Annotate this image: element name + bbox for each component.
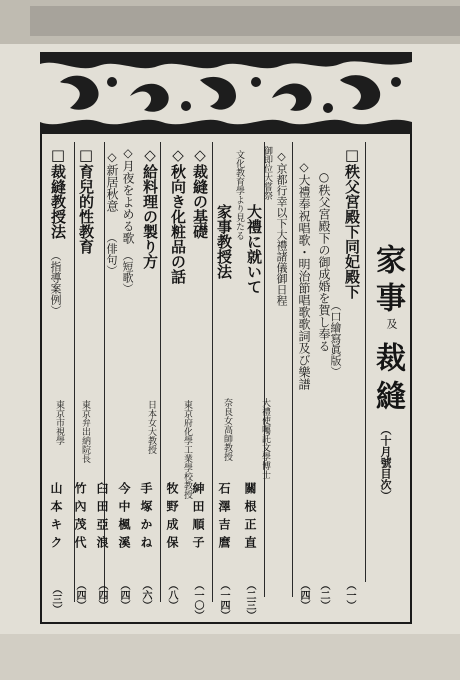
page-number: （四） bbox=[74, 580, 85, 610]
entry-title: 大禮に就いて bbox=[245, 204, 263, 294]
page-number: （八） bbox=[166, 580, 177, 610]
page-number: （四） bbox=[96, 580, 107, 610]
page-number: （一） bbox=[344, 580, 355, 610]
entry-title: □裁縫教授法 bbox=[49, 146, 67, 239]
entry-note: （短歌） bbox=[121, 250, 134, 294]
author-title: 大禮使囑託文學博士 bbox=[260, 398, 270, 479]
entry-note: （指導案例） bbox=[49, 250, 62, 316]
column-rule bbox=[292, 142, 293, 597]
entry-title: ◇給料理の製り方 bbox=[141, 146, 159, 269]
entry-title: ○秩父宮殿下の御成婚を賀し奉る bbox=[317, 170, 331, 352]
author-name: 牧野成保 bbox=[165, 482, 179, 554]
page-bottom-margin bbox=[0, 634, 460, 680]
bleed-through-band bbox=[30, 6, 460, 36]
page-number: （四） bbox=[298, 580, 309, 610]
masthead-conjunction: 及 bbox=[385, 318, 398, 329]
masthead-title-kaji: 家事 bbox=[370, 244, 405, 320]
entry-title: ◇新居秋意 bbox=[105, 150, 119, 212]
author-title: 東京弁出納院長 bbox=[80, 400, 90, 463]
author-name: 竹內茂代 bbox=[73, 482, 87, 554]
entry-title: 家事教授法 bbox=[215, 204, 233, 279]
entry-title: ◇秋向き化粧品の話 bbox=[169, 146, 187, 284]
author-title: 奈良女高師教授 bbox=[222, 398, 232, 461]
page-number: （三） bbox=[50, 584, 61, 614]
page-number: （六） bbox=[140, 580, 151, 610]
entry-note: （口繪寫眞版） bbox=[329, 300, 342, 377]
entry-title: ◇月夜をよめる歌 bbox=[121, 146, 135, 244]
entry-note: （俳句） bbox=[105, 232, 118, 276]
entry-title: ◇大禮奉祝唱歌・明治節唱歌歌詞及び樂譜 bbox=[297, 160, 311, 390]
author-name: 石澤吉麿 bbox=[217, 482, 231, 554]
column-rule bbox=[212, 142, 213, 602]
column-rule bbox=[160, 142, 161, 602]
entry-title: □秩父宮殿下同妃殿下 bbox=[343, 146, 361, 299]
page-number: （一四） bbox=[218, 580, 229, 620]
bleed-through-header bbox=[0, 0, 460, 44]
floral-ornament-band bbox=[40, 52, 412, 134]
author-name: 關根正直 bbox=[243, 482, 257, 554]
entry-title: □育兒的性教育 bbox=[77, 146, 95, 254]
masthead-title-saiho: 裁縫 bbox=[370, 342, 405, 418]
entry-prefix: 御即位大嘗祭 bbox=[262, 146, 272, 200]
author-name: 臼田亞浪 bbox=[95, 482, 109, 554]
page-number: （四） bbox=[118, 580, 129, 610]
entry-title: ◇裁縫の基礎 bbox=[191, 146, 209, 239]
author-title: 日本女大教授 bbox=[146, 400, 156, 454]
author-name: 今中楓溪 bbox=[117, 482, 131, 554]
column-rule bbox=[365, 142, 366, 582]
page-number: （二三） bbox=[244, 580, 255, 620]
issue-label: （十月號目次） bbox=[379, 424, 392, 501]
author-title: 東京府化學工業學校教授 bbox=[182, 400, 192, 499]
column-rule bbox=[264, 142, 265, 597]
author-name: 手塚かね bbox=[139, 482, 153, 554]
author-name: 紳田順子 bbox=[191, 482, 205, 554]
entry-prefix: 文化教育學より見たる bbox=[234, 150, 244, 240]
page-number: （一〇） bbox=[192, 580, 203, 620]
entry-title: ◇京都行幸以下大禮諸儀御日程 bbox=[275, 150, 288, 306]
page-number: （二） bbox=[318, 580, 329, 610]
author-title: 東京市視學 bbox=[54, 400, 64, 445]
author-name: 山本キク bbox=[49, 482, 63, 554]
